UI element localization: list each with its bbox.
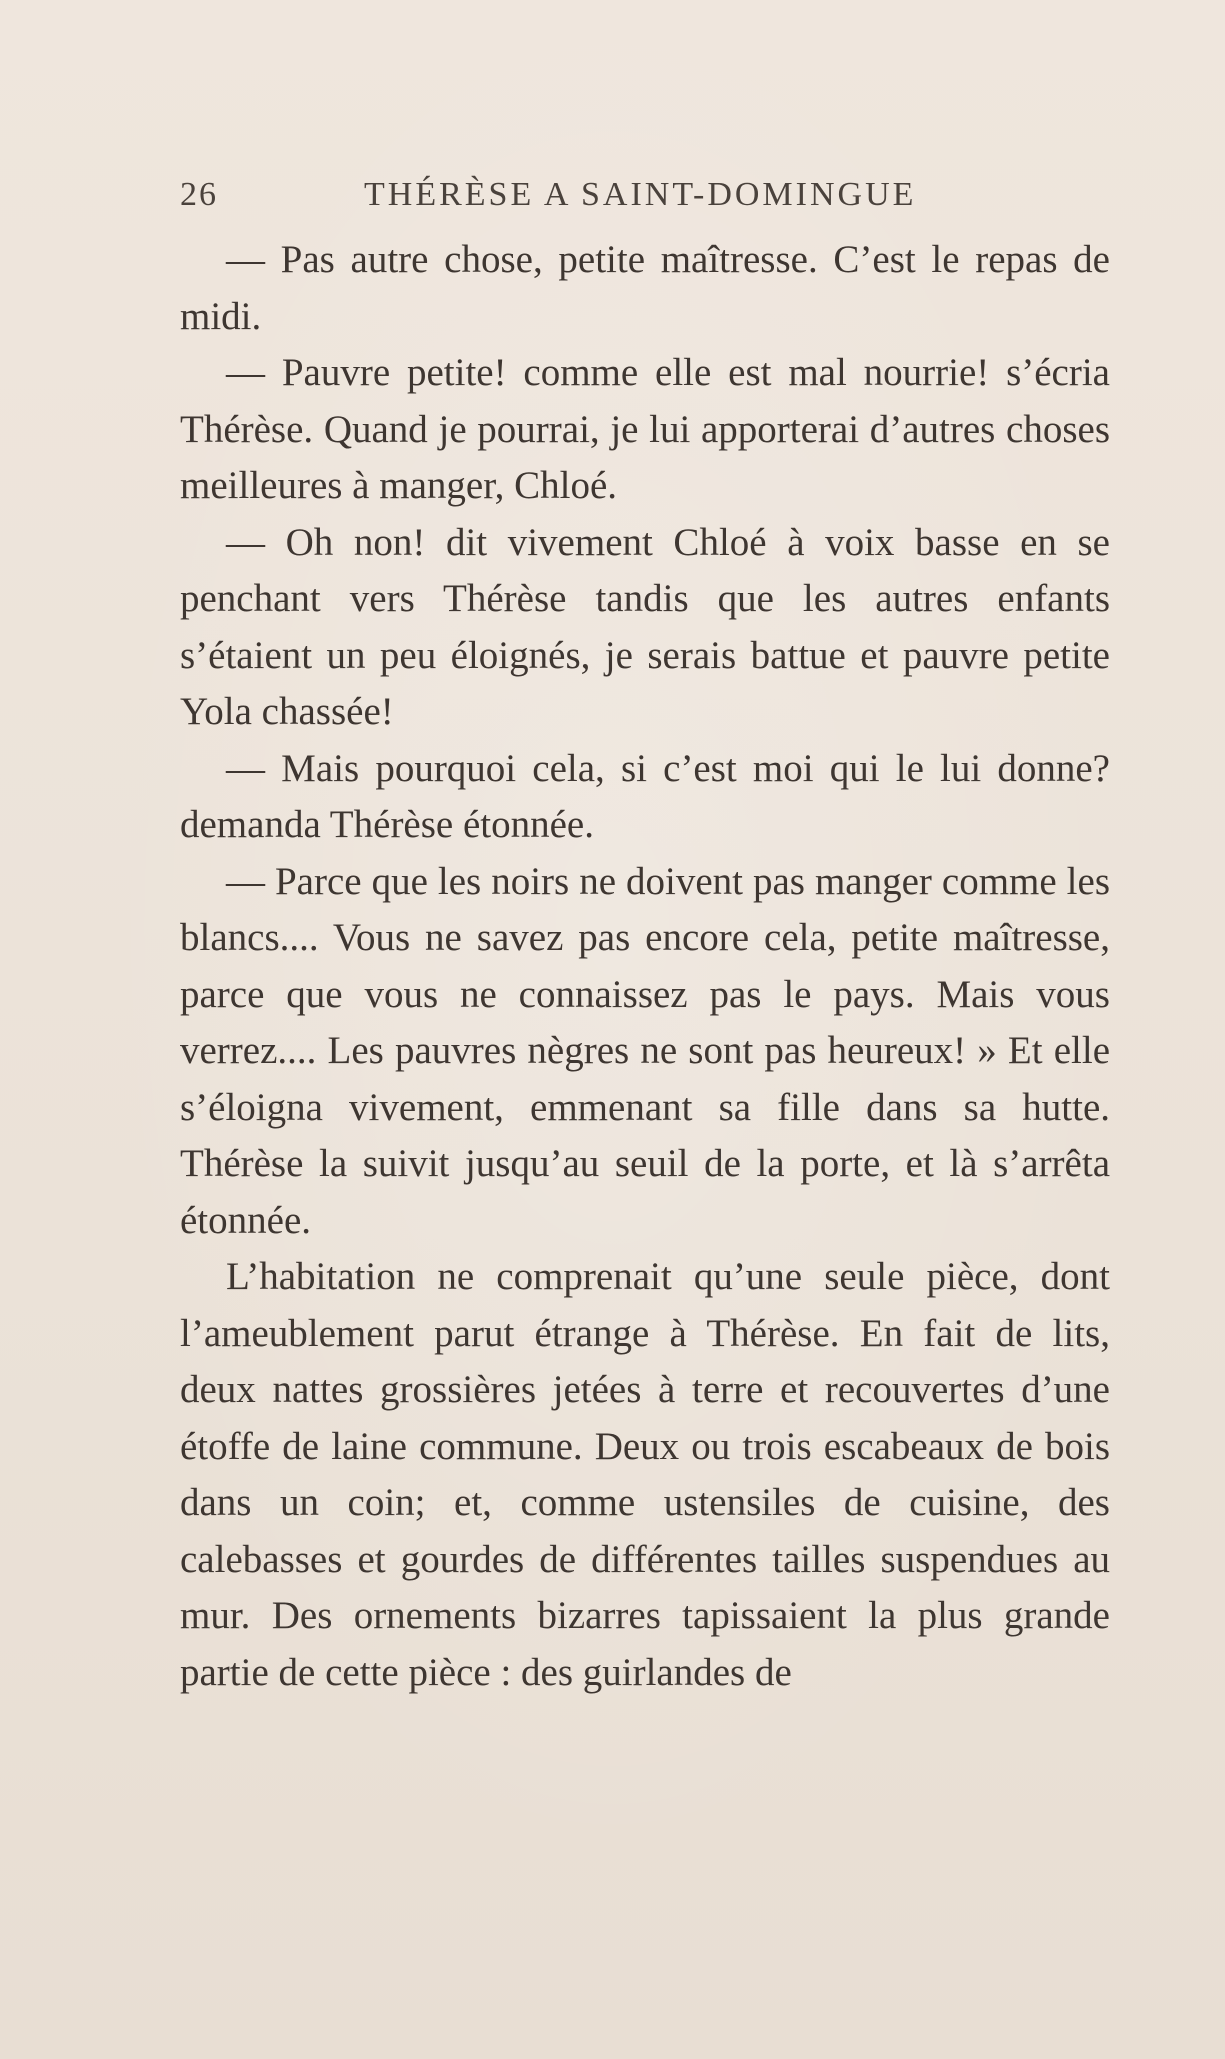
paragraph: — Pauvre petite! comme elle est mal nourrie! s’écria Thérèse. Quand je pourrai, je lui apporterai d’autres choses meilleures à manger, Chloé. (180, 351, 1110, 507)
running-title: THÉRÈSE A SAINT-DOMINGUE (364, 176, 917, 213)
paragraph: — Pas autre chose, petite maîtresse. C’est le repas de midi. (180, 238, 1110, 338)
paragraph: — Parce que les noirs ne doivent pas manger comme les blancs.... Vous ne savez pas encore cela, petite maîtresse, parce que vous ne connaissez pas le pays. Mais vous verrez.... Les pauvres nègres ne sont pas heureux! » Et elle s’éloigna vivement, emmenant sa fille dans sa hutte. Thérèse la suivit jusqu’au seuil de la porte, et là s’arrêta étonnée. (180, 859, 1110, 1242)
page-header (180, 176, 1110, 216)
paragraph: — Oh non! dit vivement Chloé à voix basse en se penchant vers Thérèse tandis que les autres enfants s’étaient un peu éloignés, je serais battue et pauvre petite Yola chassée! (180, 520, 1110, 733)
body-text (180, 232, 1110, 1701)
paragraph: — Mais pourquoi cela, si c’est moi qui le lui donne? demanda Thérèse étonnée. (180, 746, 1110, 846)
page-number: 26 (180, 176, 218, 213)
paragraph: L’habitation ne comprenait qu’une seule pièce, dont l’ameublement parut étrange à Thérèse. En fait de lits, deux nattes grossières jetées à terre et recouvertes d’une étoffe de laine commune. Deux ou trois escabeaux de bois dans un coin; et, comme ustensiles de cuisine, des calebasses et gourdes de différentes tailles suspendues au mur. Des ornements bizarres tapissaient la plus grande partie de cette pièce : des guirlandes de (180, 1255, 1110, 1694)
